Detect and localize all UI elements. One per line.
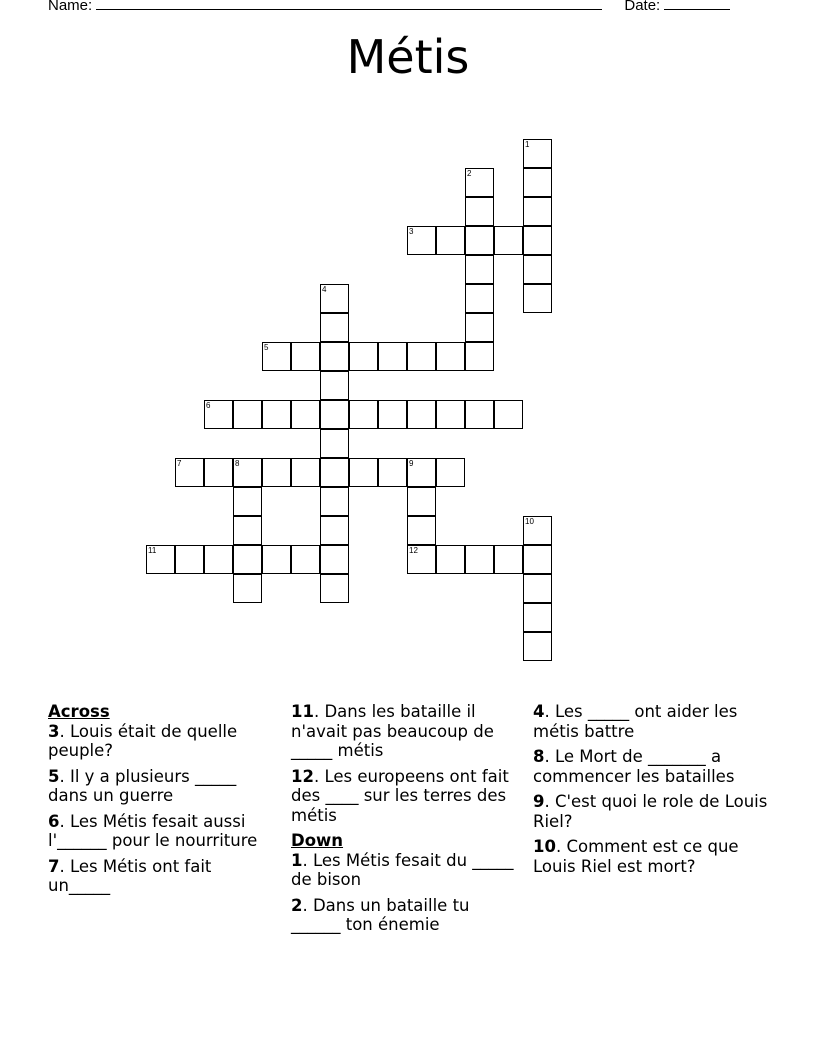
clue-text: . Les _____ ont aider les métis battre bbox=[533, 702, 738, 741]
clue-down-10 bbox=[533, 837, 773, 876]
crossword-cell[interactable] bbox=[407, 400, 436, 429]
clue-across-5 bbox=[48, 767, 276, 806]
clue-number: 9 bbox=[533, 792, 545, 811]
clue-text: . Les europeens ont fait des ____ sur les terres des métis bbox=[291, 766, 509, 825]
clue-number: 1 bbox=[291, 850, 303, 870]
crossword-cell[interactable] bbox=[262, 400, 291, 429]
name-field-line[interactable] bbox=[96, 0, 602, 10]
crossword-cell[interactable] bbox=[262, 458, 291, 487]
crossword-cell[interactable] bbox=[320, 516, 349, 545]
crossword-cell[interactable] bbox=[465, 168, 494, 197]
crossword-cell[interactable] bbox=[233, 458, 262, 487]
crossword-cell[interactable] bbox=[320, 400, 349, 429]
crossword-cell[interactable] bbox=[233, 400, 262, 429]
crossword-cell[interactable] bbox=[175, 545, 204, 574]
clue-number: 8 bbox=[533, 747, 545, 766]
clue-text: . Les Métis fesait du _____ de bison bbox=[291, 850, 514, 889]
crossword-cell[interactable] bbox=[233, 516, 262, 545]
clue-number: 12 bbox=[291, 766, 314, 786]
crossword-cell[interactable] bbox=[291, 545, 320, 574]
clue-text: . Dans un bataille tu ______ ton énemie bbox=[291, 895, 470, 934]
cell-number: 6 bbox=[206, 401, 211, 410]
crossword-cell[interactable] bbox=[407, 458, 436, 487]
crossword-cell[interactable] bbox=[436, 545, 465, 574]
clue-column-2 bbox=[291, 702, 519, 941]
clue-text: . Les Métis fesait aussi l'______ pour le nourriture bbox=[48, 811, 258, 850]
crossword-cell[interactable] bbox=[320, 371, 349, 400]
clue-number: 11 bbox=[291, 702, 314, 721]
page-title: Métis bbox=[346, 30, 470, 84]
crossword-cell[interactable] bbox=[320, 545, 349, 574]
clue-across-12 bbox=[291, 767, 519, 826]
clue-column-1 bbox=[48, 702, 276, 902]
crossword-cell[interactable] bbox=[291, 458, 320, 487]
clue-number: 7 bbox=[48, 856, 60, 876]
clue-text: . Comment est ce que Louis Riel est mort? bbox=[533, 837, 739, 876]
clue-number: 4 bbox=[533, 702, 545, 721]
cell-number: 4 bbox=[322, 285, 327, 294]
cell-number: 5 bbox=[264, 343, 269, 352]
crossword-cell[interactable] bbox=[262, 545, 291, 574]
cell-number: 9 bbox=[409, 459, 414, 468]
crossword-cell[interactable] bbox=[291, 400, 320, 429]
crossword-cell[interactable] bbox=[523, 545, 552, 574]
down-heading: Down bbox=[291, 831, 344, 850]
crossword-cell[interactable] bbox=[436, 342, 465, 371]
crossword-cell[interactable] bbox=[378, 342, 407, 371]
crossword-cell[interactable] bbox=[436, 226, 465, 255]
crossword-cell[interactable] bbox=[523, 574, 552, 603]
crossword-cell[interactable] bbox=[349, 458, 378, 487]
clue-column-3 bbox=[533, 702, 773, 882]
crossword-cell[interactable] bbox=[378, 400, 407, 429]
crossword-cell[interactable] bbox=[320, 342, 349, 371]
clue-text: . Les Métis ont fait un_____ bbox=[48, 856, 212, 895]
crossword-cell[interactable] bbox=[320, 284, 349, 313]
clue-number: 2 bbox=[291, 895, 303, 915]
crossword-cell[interactable] bbox=[204, 545, 233, 574]
crossword-cell[interactable] bbox=[233, 574, 262, 603]
crossword-cell[interactable] bbox=[465, 284, 494, 313]
date-field-line[interactable] bbox=[664, 0, 730, 10]
crossword-cell[interactable] bbox=[291, 342, 320, 371]
crossword-cell[interactable] bbox=[320, 574, 349, 603]
crossword-cell[interactable] bbox=[523, 139, 552, 168]
across-heading: Across bbox=[48, 702, 110, 721]
crossword-cell[interactable] bbox=[407, 516, 436, 545]
crossword-cell[interactable] bbox=[407, 545, 436, 574]
crossword-cell[interactable] bbox=[436, 458, 465, 487]
clue-text: . Dans les bataille il n'avait pas beaucoup de _____ métis bbox=[291, 702, 494, 760]
clue-across-11 bbox=[291, 702, 519, 761]
clue-down-4 bbox=[533, 702, 773, 741]
clue-number: 10 bbox=[533, 837, 556, 856]
header bbox=[48, 0, 730, 14]
cell-number: 3 bbox=[409, 227, 414, 236]
crossword-cell[interactable] bbox=[204, 400, 233, 429]
clue-text: . Louis était de quelle peuple? bbox=[48, 721, 238, 760]
crossword-cell[interactable] bbox=[320, 313, 349, 342]
crossword-cell[interactable] bbox=[494, 545, 523, 574]
crossword-cell[interactable] bbox=[175, 458, 204, 487]
crossword-cell[interactable] bbox=[407, 487, 436, 516]
crossword-cell[interactable] bbox=[523, 255, 552, 284]
cell-number: 8 bbox=[235, 459, 240, 468]
cell-number: 11 bbox=[148, 546, 157, 555]
crossword-cell[interactable] bbox=[465, 255, 494, 284]
crossword-cell[interactable] bbox=[233, 487, 262, 516]
clue-number: 3 bbox=[48, 721, 60, 741]
clue-down-9 bbox=[533, 792, 773, 831]
crossword-cell[interactable] bbox=[494, 400, 523, 429]
cell-number: 12 bbox=[409, 546, 418, 555]
crossword-cell[interactable] bbox=[523, 197, 552, 226]
clue-across-7 bbox=[48, 857, 276, 896]
crossword-cell[interactable] bbox=[378, 458, 407, 487]
crossword-cell[interactable] bbox=[233, 545, 262, 574]
crossword-cell[interactable] bbox=[320, 429, 349, 458]
name-label: Name: bbox=[48, 0, 93, 14]
crossword-cell[interactable] bbox=[494, 226, 523, 255]
clue-text: . Il y a plusieurs _____ dans un guerre bbox=[48, 766, 237, 805]
crossword-cell[interactable] bbox=[320, 487, 349, 516]
crossword-cell[interactable] bbox=[349, 342, 378, 371]
clue-number: 5 bbox=[48, 766, 60, 786]
clue-number: 6 bbox=[48, 811, 60, 831]
cell-number: 10 bbox=[525, 517, 534, 526]
clue-down-1 bbox=[291, 851, 519, 890]
crossword-cell[interactable] bbox=[465, 342, 494, 371]
crossword-cell[interactable] bbox=[407, 226, 436, 255]
cell-number: 7 bbox=[177, 459, 182, 468]
crossword-cell[interactable] bbox=[465, 313, 494, 342]
crossword-cell[interactable] bbox=[523, 226, 552, 255]
clue-across-6 bbox=[48, 812, 276, 851]
clue-across-3 bbox=[48, 722, 276, 761]
clue-down-8 bbox=[533, 747, 773, 786]
crossword-cell[interactable] bbox=[465, 545, 494, 574]
crossword-cell[interactable] bbox=[262, 342, 291, 371]
crossword-cell[interactable] bbox=[146, 545, 175, 574]
crossword-cell[interactable] bbox=[465, 226, 494, 255]
crossword-cell[interactable] bbox=[523, 603, 552, 632]
crossword-cell[interactable] bbox=[523, 516, 552, 545]
crossword-cell[interactable] bbox=[523, 168, 552, 197]
date-label: Date: bbox=[624, 0, 661, 14]
cell-number: 1 bbox=[525, 140, 530, 149]
crossword-cell[interactable] bbox=[465, 400, 494, 429]
crossword-cell[interactable] bbox=[523, 284, 552, 313]
crossword-cell[interactable] bbox=[349, 400, 378, 429]
crossword-cell[interactable] bbox=[465, 197, 494, 226]
crossword-cell[interactable] bbox=[436, 400, 465, 429]
clue-down-2 bbox=[291, 896, 519, 935]
cell-number: 2 bbox=[467, 169, 472, 178]
crossword-cell[interactable] bbox=[204, 458, 233, 487]
crossword-cell[interactable] bbox=[523, 632, 552, 661]
clue-text: . Le Mort de _______ a commencer les batailles bbox=[533, 747, 735, 786]
crossword-cell[interactable] bbox=[320, 458, 349, 487]
clue-text: . C'est quoi le role de Louis Riel? bbox=[533, 792, 768, 831]
crossword-cell[interactable] bbox=[407, 342, 436, 371]
